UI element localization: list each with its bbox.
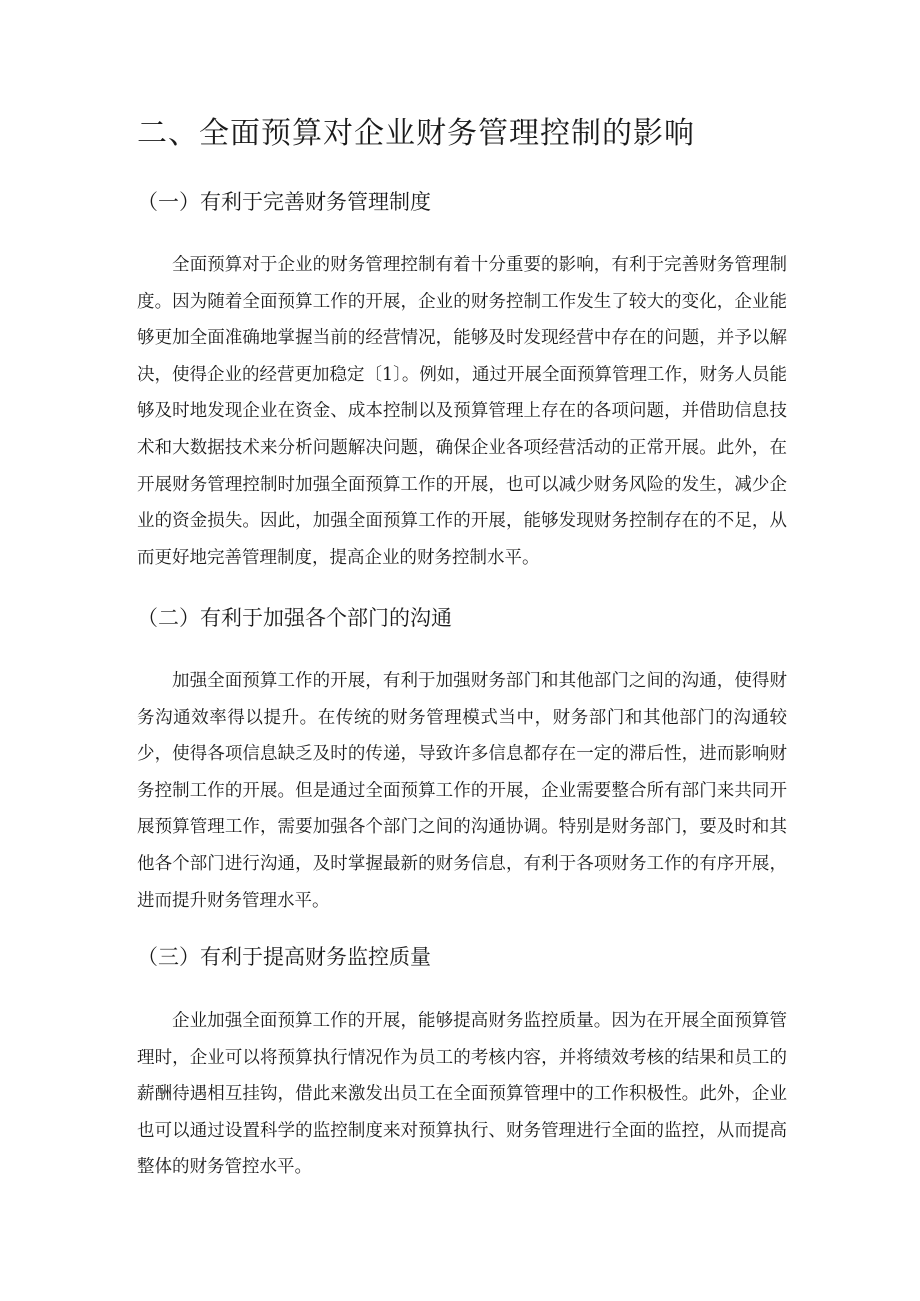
section-heading-1: （一）有利于完善财务管理制度 bbox=[137, 190, 431, 214]
page-title: 二、全面预算对企业财务管理控制的影响 bbox=[137, 116, 695, 151]
section-paragraph-2: 加强全面预算工作的开展，有利于加强财务部门和其他部门之间的沟通，使得财务沟通效率得以提升。在传统的财务管理模式当中，财务部门和其他部门的沟通较少，使得各项信息缺乏及时的传递，导致许多信息都存在一定的滞后性，进而影响财务控制工作的开展。但是通过全面预算工作的开展，企业需要整合所有部门来共同开展预算管理工作，需要加强各个部门之间的沟通协调。特别是财务部门，要及时和其他各个部门进行沟通，及时掌握最新的财务信息，有利于各项财务工作的有序开展，进而提升财务管理水平。 bbox=[137, 671, 787, 911]
section-paragraph-3: 企业加强全面预算工作的开展，能够提高财务监控质量。因为在开展全面预算管理时，企业可以将预算执行情况作为员工的考核内容，并将绩效考核的结果和员工的薪酬待遇相互挂钩，借此来激发出员工在全面预算管理中的工作积极性。此外，企业也可以通过设置科学的监控制度来对预算执行、财务管理进行全面的监控，从而提高整体的财务管控水平。 bbox=[137, 1011, 787, 1178]
section-paragraph-1: 全面预算对于企业的财务管理控制有着十分重要的影响，有利于完善财务管理制度。因为随着全面预算工作的开展，企业的财务控制工作发生了较大的变化，企业能够更加全面准确地掌握当前的经营情况，能够及时发现经营中存在的问题，并予以解决，使得企业的经营更加稳定〔1〕。例如，通过开展全面预算管理工作，财务人员能够及时地发现企业在资金、成本控制以及预算管理上存在的各项问题，并借助信息技术和大数据技术来分析问题解决问题，确保企业各项经营活动的正常开展。此外，在开展财务管理控制时加强全面预算工作的开展，也可以减少财务风险的发生，减少企业的资金损失。因此，加强全面预算工作的开展，能够发现财务控制存在的不足，从而更好地完善管理制度，提高企业的财务控制水平。 bbox=[137, 255, 787, 568]
section-heading-2: （二）有利于加强各个部门的沟通 bbox=[137, 606, 452, 630]
section-heading-3: （三）有利于提高财务监控质量 bbox=[137, 945, 431, 969]
